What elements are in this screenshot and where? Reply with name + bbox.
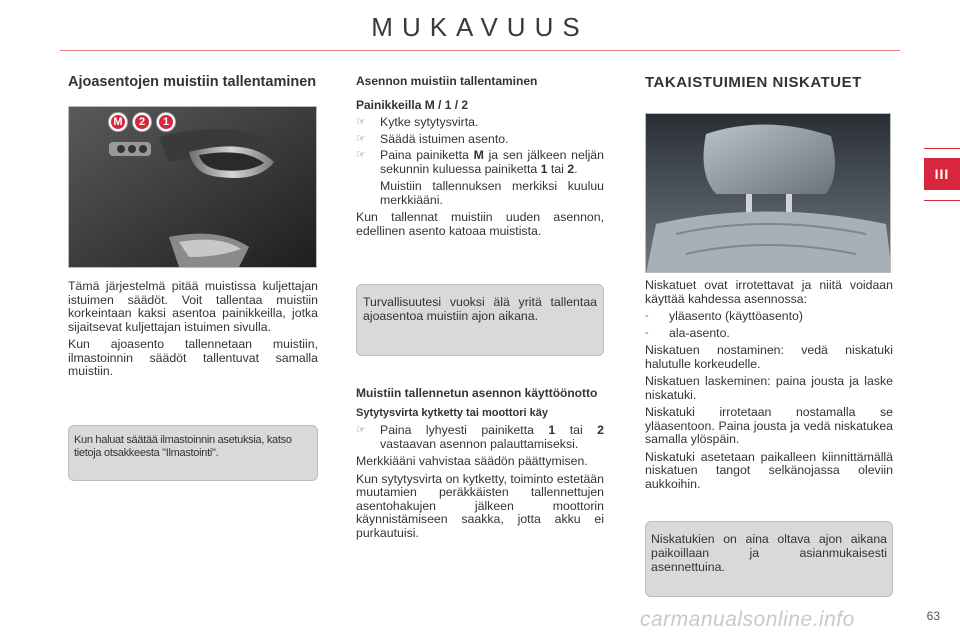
beep-confirmation-text: Muistiin tallennuksen merkiksi kuuluu merkkiääni. — [380, 179, 604, 207]
callout-m-button: M — [109, 113, 127, 131]
title-divider — [60, 50, 900, 51]
buttons-subheading: Painikkeilla M / 1 / 2 — [356, 98, 469, 112]
hand-pointer-icon: ☞ — [356, 116, 366, 128]
ignition-subheading: Sytytysvirta kytketty tai moottori käy — [356, 407, 548, 419]
memory-climate-paragraph: Kun ajoasento tallennetaan muistiin, ilmastoinnin säädöt tallentuvat samalla muistiin. — [68, 337, 318, 378]
hand-pointer-icon: ☞ — [356, 424, 366, 436]
list-item: ☞ Paina painiketta M ja sen jälkeen neljän sekunnin kuluessa painiketta 1 tai 2. — [356, 148, 604, 176]
recall-position-heading: Muistiin tallennetun asennon käyttöönotto — [356, 386, 598, 400]
memory-section-heading: Ajoasentojen muistiin tallentaminen — [68, 74, 317, 90]
middle-column — [356, 74, 604, 540]
door-panel-photo — [68, 106, 317, 268]
lower-headrest-paragraph: Niskatuen laskeminen: paina jousta ja laske niskatuki. — [645, 374, 893, 402]
headrest-warning-text: Niskatukien on aina oltava ajon aikana paikoillaan ja asianmukaisesti asennettuina. — [651, 532, 887, 574]
dash-marker: - — [645, 326, 649, 339]
hand-pointer-icon: ☞ — [356, 149, 366, 161]
chapter-tab-bottom-line — [924, 200, 960, 201]
door-panel-illustration — [69, 107, 317, 268]
climate-note-text: Kun haluat säätää ilmastoinnin asetuksia, katso tietoja otsakkeesta "Ilmastointi". — [74, 433, 292, 459]
list-item: - yläasento (käyttöasento) — [645, 309, 803, 323]
left-column — [68, 74, 318, 481]
callout-2-button: 2 — [133, 113, 151, 131]
headrest-illustration — [646, 114, 891, 273]
memory-intro-paragraph: Tämä järjestelmä pitää muistissa kuljettajan istuimen säädöt. Voit tallentaa muistiin korkeintaan kaksi asentoa painikkeilla, jotka sijaitsevat kuljettajan istuimen sivulla. — [68, 279, 318, 334]
headrest-photo — [645, 113, 891, 273]
safety-note-box — [356, 284, 604, 356]
remove-headrest-paragraph: Niskatuki irrotetaan nostamalla se yläasentoon. Paina jousta ja vedä niskatukea samalla ylöspäin. — [645, 405, 893, 446]
chapter-tab-top-line — [924, 148, 960, 149]
safety-note-text: Turvallisuutesi vuoksi älä yritä tallentaa ajoasentoa muistiin ajon aikana. — [363, 295, 597, 323]
list-item: ☞ Kytke sytytysvirta. — [356, 115, 479, 129]
page-number: 63 — [926, 609, 940, 623]
callout-1-button: 1 — [157, 113, 175, 131]
list-item: ☞ Paina lyhyesti painiketta 1 tai 2 vastaavan asennon palauttamiseksi. — [356, 423, 604, 451]
install-headrest-paragraph: Niskatuki asetetaan paikalleen kiinnittämällä niskatuen tangot selkänojassa oleviin aukkoihin. — [645, 449, 893, 491]
chapter-tab[interactable]: III — [924, 158, 960, 190]
page-title: MUKAVUUS — [371, 12, 589, 42]
raise-headrest-paragraph: Niskatuen nostaminen: vedä niskatuki halutulle korkeudelle. — [645, 343, 893, 371]
list-item: - ala-asento. — [645, 325, 730, 340]
headrest-intro-paragraph: Niskatuet ovat irrotettavat ja niitä voidaan käyttää kahdessa asennossa: — [645, 278, 893, 306]
watermark: carmanualsonline.info — [640, 608, 855, 631]
climate-note-box — [68, 425, 318, 481]
battery-protection-paragraph: Kun sytytysvirta on kytketty, toiminto estetään muutamien peräkkäisten tallennettujen asentohakujen jälkeen moottorin käynnistämiseen saakka, jotta akku ei purkautuisi. — [356, 471, 604, 540]
overwrite-paragraph: Kun tallennat muistiin uuden asennon, edellinen asento katoaa muistista. — [356, 210, 604, 238]
save-position-heading: Asennon muistiin tallentaminen — [356, 74, 538, 88]
hand-pointer-icon: ☞ — [356, 132, 366, 145]
right-column — [645, 74, 893, 597]
headrest-warning-box — [645, 521, 893, 597]
rear-headrests-heading: TAKAISTUIMIEN NISKATUET — [645, 74, 862, 91]
list-item: ☞ Säädä istuimen asento. — [356, 131, 509, 146]
recall-beep-paragraph: Merkkiääni vahvistaa säädön päättymisen. — [356, 454, 588, 468]
dash-marker: - — [645, 310, 649, 322]
